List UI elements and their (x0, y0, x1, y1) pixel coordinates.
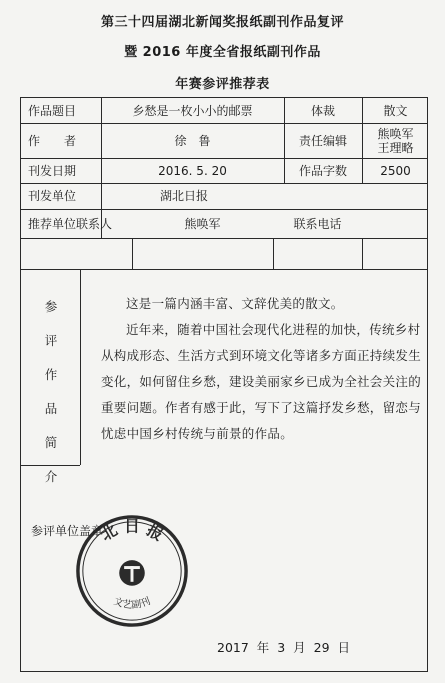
seal-emblem-icon (119, 560, 145, 586)
form-title-line-3: 年赛参评推荐表 (175, 77, 270, 92)
intro-label-char: 作 (44, 367, 58, 382)
intro-paragraph-1: 这是一篇内涵丰富、文辞优美的散文。 (126, 296, 344, 311)
intro-label-char: 介 (44, 469, 58, 484)
seal-text-bottom: 文艺副刊 (111, 595, 153, 612)
pub-date-label: 刊发日期 (28, 163, 77, 178)
phone-label: 联系电话 (293, 216, 342, 231)
author-value: 徐 鲁 (174, 133, 211, 148)
row-divider (21, 269, 427, 270)
editor-label: 责任编辑 (298, 133, 347, 148)
pub-unit-label: 刊发单位 (28, 189, 77, 203)
editor-value (362, 123, 429, 158)
col-divider (273, 238, 274, 269)
col-divider (80, 269, 81, 465)
editor-name-2: 王理略 (377, 140, 414, 155)
intro-paragraph-2: 近年来，随着中国社会现代化进程的加快，传统乡村从构成形态、生活方式到环境文化等诸多方面正持续发生变化，如何留住乡愁，建设美丽家乡已成为全社会关注的重要问题。作者有感于此，写下了这篇抒发乡愁，留恋与忧虑中国乡村传统与前景的作品。 (101, 322, 422, 441)
author-label: 作 者 (28, 133, 77, 148)
col-divider (132, 238, 133, 269)
form-title-line-1: 第三十四届湖北新闻奖报纸副刊作品复评 (100, 15, 344, 30)
work-title-label: 作品题目 (28, 103, 77, 118)
row-divider (21, 238, 427, 239)
work-title-value: 乡愁是一枚小小的邮票 (132, 103, 253, 118)
intro-label-char: 评 (44, 333, 58, 348)
intro-label (43, 290, 59, 494)
contact-label: 推荐单位联系人 (28, 216, 113, 231)
form-title-line-2: 暨 2016 年度全省报纸副刊作品 (124, 45, 321, 60)
contact-value: 熊唤军 (184, 216, 221, 231)
word-count-label: 作品字数 (298, 163, 347, 178)
seal-text-top: 北 日 报 (97, 516, 167, 545)
genre-label: 体裁 (310, 103, 335, 118)
col-divider (362, 238, 363, 269)
intro-label-char: 参 (44, 299, 58, 314)
sign-date: 2017 年 3 月 29 日 (217, 640, 351, 655)
phone-value (362, 209, 429, 238)
pub-unit-value: 湖北日报 (159, 189, 208, 203)
editor-name-1: 熊唤军 (377, 126, 414, 141)
genre-value: 散文 (383, 103, 408, 118)
word-count-value: 2500 (380, 163, 411, 178)
recommendation-form (20, 97, 428, 672)
intro-label-char: 简 (44, 435, 58, 450)
intro-label-char: 品 (44, 401, 58, 416)
intro-text (101, 291, 421, 447)
seal-label: 参评单位盖章 (31, 524, 104, 538)
pub-date-value: 2016. 5. 20 (158, 163, 227, 178)
